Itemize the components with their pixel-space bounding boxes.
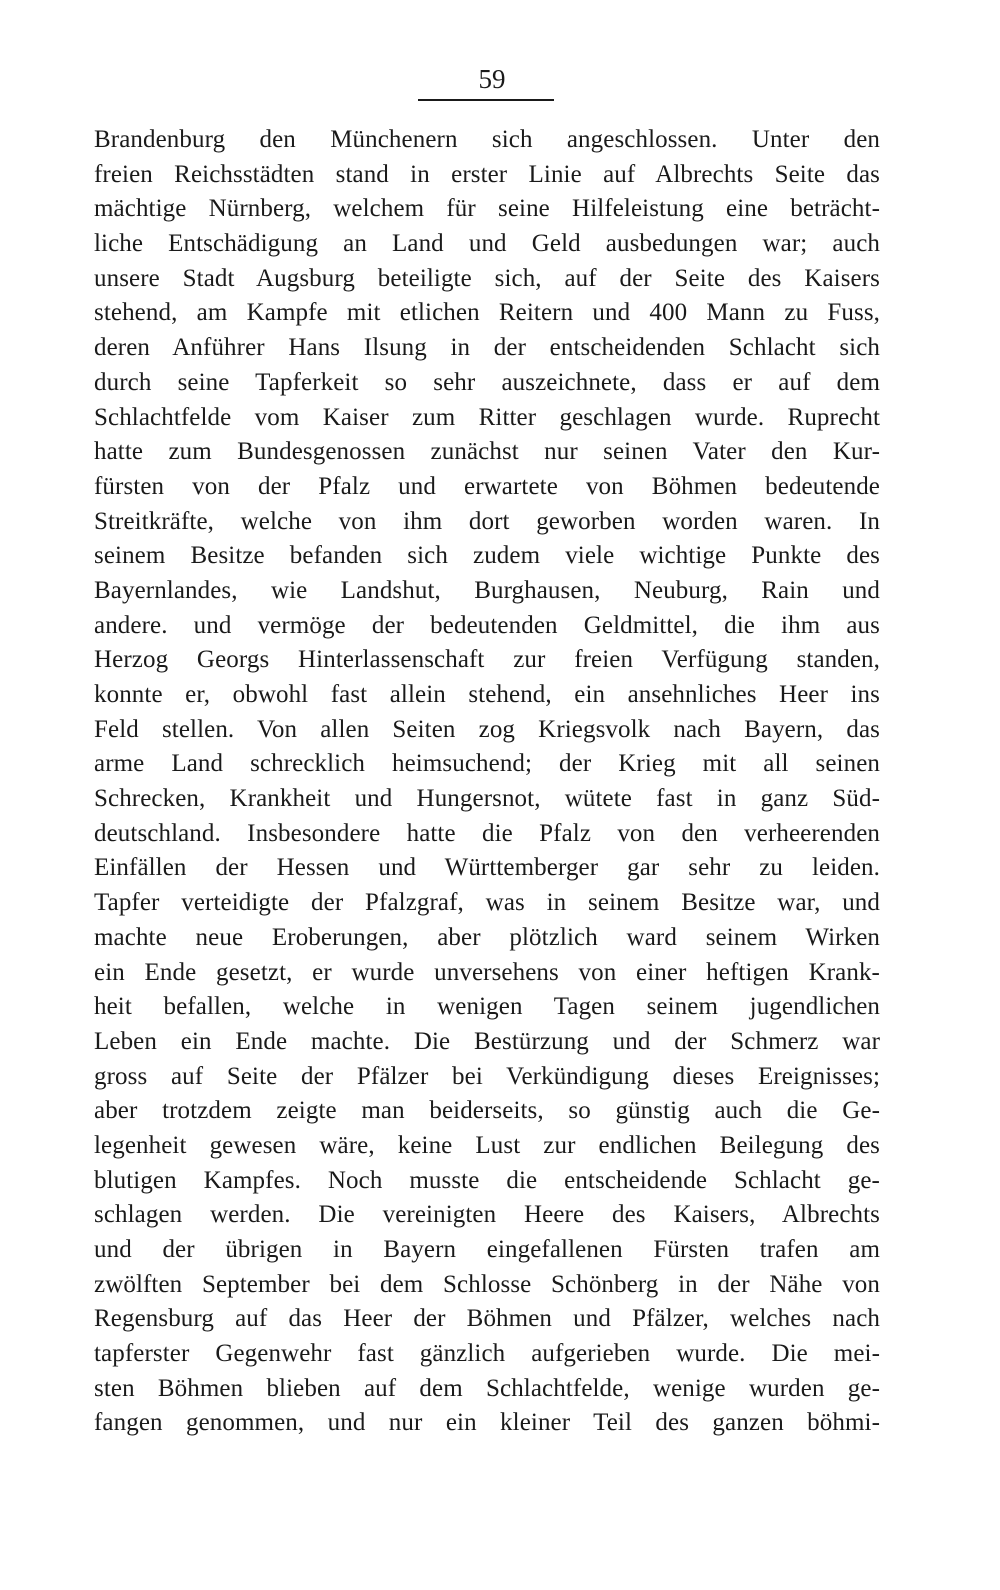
text-line: aber trotzdem zeigte man beiderseits, so günstig auch die Ge- (94, 1097, 880, 1125)
text-line: unsere Stadt Augsburg beteiligte sich, auf der Seite des Kaisers (94, 264, 880, 292)
text-line: andere. und vermöge der bedeutenden Geldmittel, die ihm aus (94, 611, 880, 639)
text-line: machte neue Eroberungen, aber plötzlich ward seinem Wirken (94, 923, 880, 951)
text-line: hatte zum Bundesgenossen zunächst nur seinen Vater den Kur- (94, 438, 880, 466)
text-line: Feld stellen. Von allen Seiten zog Kriegsvolk nach Bayern, das (94, 715, 880, 743)
header-rule (418, 99, 554, 101)
text-line: Streitkräfte, welche von ihm dort geworben worden waren. In (94, 507, 880, 535)
text-line: Einfällen der Hessen und Württemberger gar sehr zu leiden. (94, 854, 880, 882)
text-line: zwölften September bei dem Schlosse Schönberg in der Nähe von (94, 1270, 880, 1298)
text-line: liche Entschädigung an Land und Geld ausbedungen war; auch (94, 230, 880, 258)
text-line: fangen genommen, und nur ein kleiner Teil des ganzen böhmi- (94, 1409, 880, 1437)
text-line: Regensburg auf das Heer der Böhmen und Pfälzer, welches nach (94, 1305, 880, 1333)
text-line: legenheit gewesen wäre, keine Lust zur endlichen Beilegung des (94, 1131, 880, 1159)
text-line: konnte er, obwohl fast allein stehend, ein ansehnliches Heer ins (94, 681, 880, 708)
text-line: tapferster Gegenwehr fast gänzlich aufgerieben wurde. Die mei- (94, 1340, 880, 1368)
text-line: freien Reichsstädten stand in erster Linie auf Albrechts Seite das (94, 160, 880, 188)
text-line: arme Land schrecklich heimsuchend; der Krieg mit all seinen (94, 750, 880, 778)
text-line: heit befallen, welche in wenigen Tagen seinem jugendlichen (94, 993, 880, 1021)
text-line: ein Ende gesetzt, er wurde unversehens von einer heftigen Krank- (94, 958, 880, 986)
text-line: schlagen werden. Die vereinigten Heere des Kaisers, Albrechts (94, 1201, 880, 1229)
text-line: deutschland. Insbesondere hatte die Pfalz von den verheerenden (94, 819, 880, 847)
text-line: Tapfer verteidigte der Pfalzgraf, was in seinem Besitze war, und (94, 889, 880, 917)
text-line: stehend, am Kampfe mit etlichen Reitern und 400 Mann zu Fuss, (94, 299, 880, 327)
text-line: blutigen Kampfes. Noch musste die entscheidende Schlacht ge- (94, 1166, 880, 1194)
text-line: gross auf Seite der Pfälzer bei Verkündigung dieses Ereignisses; (94, 1062, 880, 1090)
text-line: deren Anführer Hans Ilsung in der entscheidenden Schlacht sich (94, 334, 880, 362)
text-line: Bayernlandes, wie Landshut, Burghausen, Neuburg, Rain und (94, 576, 880, 604)
text-line: seinem Besitze befanden sich zudem viele wichtige Punkte des (94, 542, 880, 570)
text-line: Leben ein Ende machte. Die Bestürzung und der Schmerz war (94, 1027, 880, 1055)
text-line: und der übrigen in Bayern eingefallenen Fürsten trafen am (94, 1236, 880, 1263)
text-line: Schrecken, Krankheit und Hungersnot, wütete fast in ganz Süd- (94, 785, 880, 813)
text-line: Herzog Georgs Hinterlassenschaft zur freien Verfügung standen, (94, 646, 880, 674)
text-line: Schlachtfelde vom Kaiser zum Ritter geschlagen wurde. Ruprecht (94, 403, 880, 431)
text-line: mächtige Nürnberg, welchem für seine Hilfeleistung eine beträcht- (94, 195, 880, 223)
text-line: Brandenburg den Münchenern sich angeschlossen. Unter den (94, 126, 880, 153)
body-text (94, 123, 880, 1441)
page-number: 59 (478, 64, 506, 94)
text-line: sten Böhmen blieben auf dem Schlachtfelde, wenige wurden ge- (94, 1374, 880, 1402)
text-line: durch seine Tapferkeit so sehr auszeichnete, dass er auf dem (94, 368, 880, 396)
text-line: fürsten von der Pfalz und erwartete von Böhmen bedeutende (94, 472, 880, 500)
